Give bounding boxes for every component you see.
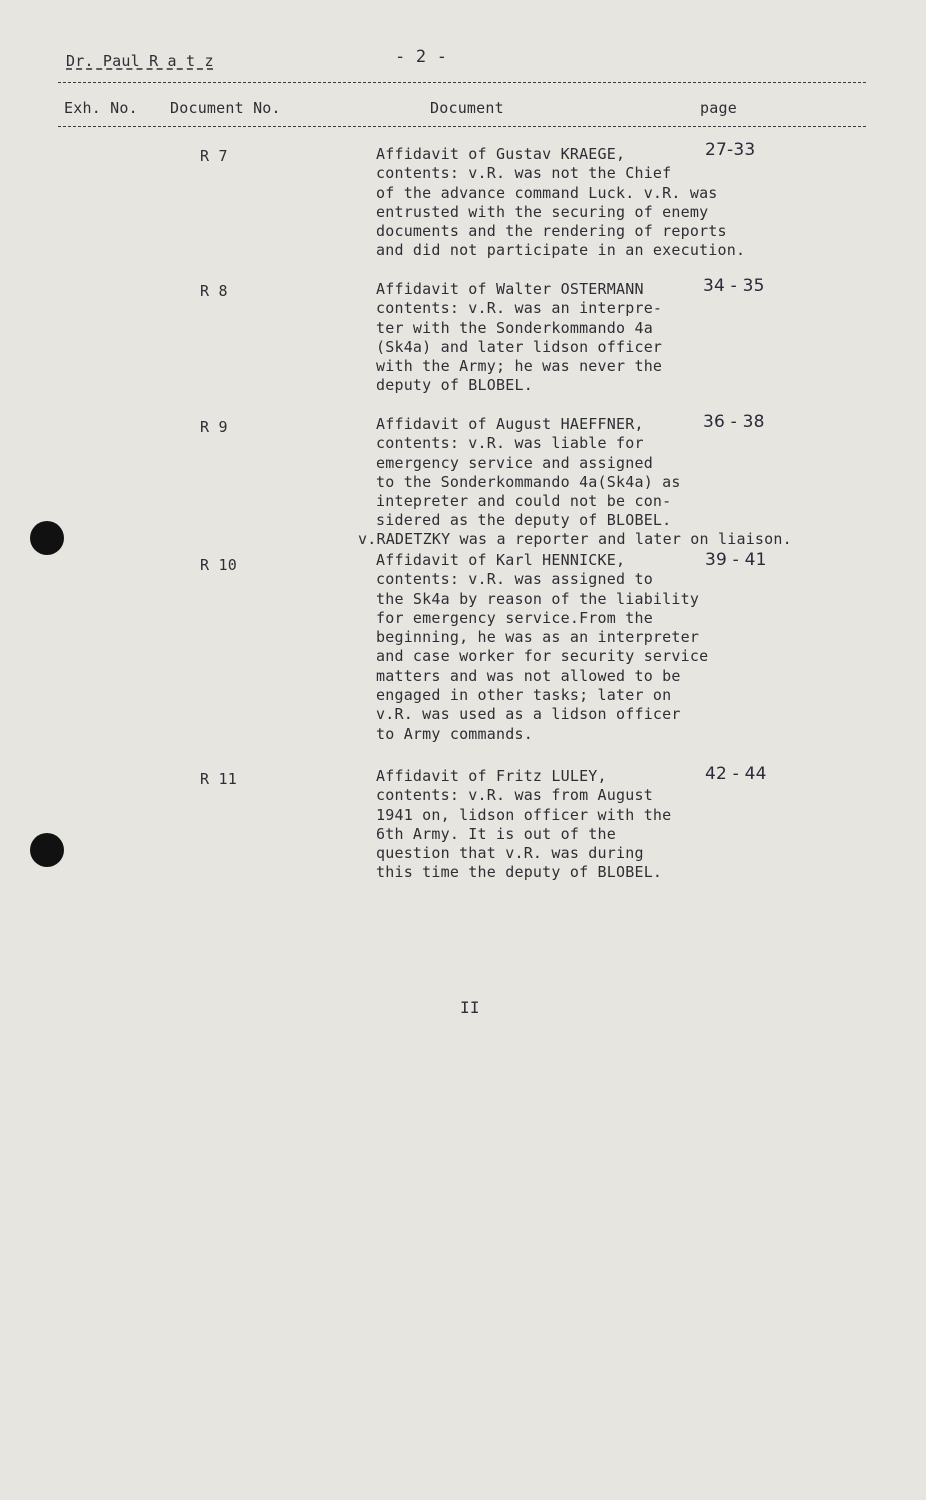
entry-doc-no: R 10 bbox=[200, 556, 237, 574]
entry-line: contents: v.R. was an interpre- bbox=[376, 299, 663, 318]
page-number: - 2 - bbox=[395, 47, 448, 67]
entry-line: contents: v.R. was liable for bbox=[376, 434, 644, 453]
entry-line: emergency service and assigned bbox=[376, 453, 653, 472]
entry-line: the Sk4a by reason of the liability bbox=[376, 589, 700, 608]
entry-page-range: 42 - 44 bbox=[705, 764, 767, 784]
entry-doc-no: R 7 bbox=[200, 147, 228, 165]
entry-line: engaged in other tasks; later on bbox=[376, 686, 672, 705]
entry-page-range: 39 - 41 bbox=[705, 550, 767, 570]
entry-line: 6th Army. It is out of the bbox=[376, 824, 616, 843]
entry-doc-no: R 9 bbox=[200, 418, 228, 436]
punch-hole bbox=[30, 521, 64, 555]
entry-line: contents: v.R. was not the Chief bbox=[376, 164, 672, 183]
entry-line: Affidavit of Gustav KRAEGE, bbox=[376, 145, 626, 163]
entry-description bbox=[376, 767, 671, 883]
entry-line: Affidavit of August HAEFFNER, bbox=[376, 415, 644, 433]
entry-line: Affidavit of Walter OSTERMANN bbox=[376, 280, 644, 298]
entry-line: beginning, he was as an interpreter bbox=[376, 628, 700, 647]
entry-line: 1941 on, lidson officer with the bbox=[376, 805, 672, 824]
entry-description bbox=[376, 415, 681, 531]
column-header-document: Document bbox=[430, 99, 504, 117]
entry-line: question that v.R. was during bbox=[376, 844, 644, 863]
entry-description bbox=[376, 145, 745, 261]
entry-line: Affidavit of Karl HENNICKE, bbox=[376, 551, 626, 569]
column-header-exh-no: Exh. No. bbox=[64, 99, 138, 117]
entry-line: deputy of BLOBEL. bbox=[376, 376, 533, 395]
entry-page-range: 34 - 35 bbox=[703, 276, 765, 296]
entry-line: (Sk4a) and later lidson officer bbox=[376, 337, 663, 356]
entry-line: matters and was not allowed to be bbox=[376, 666, 681, 685]
entry-doc-no: R 8 bbox=[200, 282, 228, 300]
entry-line: documents and the rendering of reports bbox=[376, 222, 727, 241]
annotation-note: v.RADETZKY was a reporter and later on liaison. bbox=[358, 530, 792, 548]
entry-line: entrusted with the securing of enemy bbox=[376, 202, 709, 221]
column-header-document-no: Document No. bbox=[170, 99, 281, 117]
entry-line: to the Sonderkommando 4a(Sk4a) as bbox=[376, 472, 681, 491]
entry-page-range: 36 - 38 bbox=[703, 412, 765, 432]
entry-line: intepreter and could not be con- bbox=[376, 492, 672, 511]
entry-description bbox=[376, 280, 662, 396]
entry-line: contents: v.R. was assigned to bbox=[376, 570, 653, 589]
entry-line: sidered as the deputy of BLOBEL. bbox=[376, 511, 672, 530]
entry-line: of the advance command Luck. v.R. was bbox=[376, 183, 718, 202]
entry-line: ter with the Sonderkommando 4a bbox=[376, 318, 653, 337]
entry-line: with the Army; he was never the bbox=[376, 357, 663, 376]
entry-line: and case worker for security service bbox=[376, 647, 709, 666]
entry-line: v.R. was used as a lidson officer bbox=[376, 705, 681, 724]
column-header-page: page bbox=[700, 99, 737, 117]
header-rule-top bbox=[58, 82, 866, 83]
author-header: Dr. Paul R a t z bbox=[66, 52, 214, 70]
entry-line: contents: v.R. was from August bbox=[376, 786, 653, 805]
entry-doc-no: R 11 bbox=[200, 770, 237, 788]
entry-description bbox=[376, 551, 708, 744]
entry-page-range: 27-33 bbox=[705, 140, 756, 160]
header-rule-bottom bbox=[58, 126, 866, 127]
entry-line: Affidavit of Fritz LULEY, bbox=[376, 767, 607, 785]
entry-line: and did not participate in an execution. bbox=[376, 241, 746, 260]
footer-roman-numeral: II bbox=[460, 998, 480, 1017]
entry-line: to Army commands. bbox=[376, 724, 533, 743]
entry-line: for emergency service.From the bbox=[376, 608, 653, 627]
entry-line: this time the deputy of BLOBEL. bbox=[376, 863, 663, 882]
punch-hole bbox=[30, 833, 64, 867]
